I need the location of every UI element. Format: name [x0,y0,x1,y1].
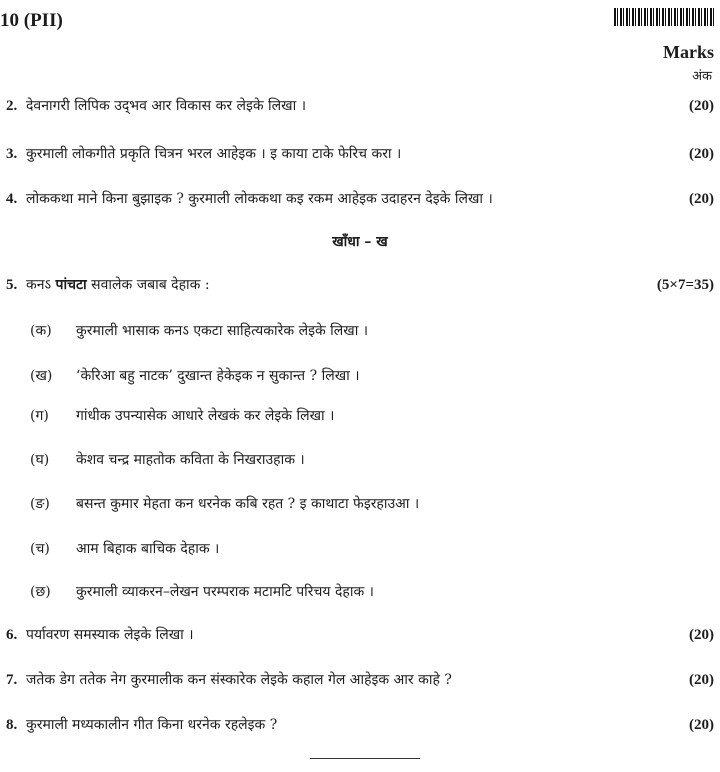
question-marks: (5×7=35) [656,277,714,293]
sub-question-text: आम बिहाक बाचिक देहाक । [76,541,220,557]
question-number: 8. [6,717,18,733]
sub-question-nga [30,494,714,513]
question-4 [6,189,714,208]
sub-question-label: (छ) [30,584,51,600]
question-7 [6,670,714,689]
sub-question-label: (च) [30,541,50,557]
sub-question-text: गांधीक उपन्यासेक आधारे लेखकं कर लेइके लिखा । [76,408,335,424]
sub-question-text: केशव चन्द्र माहतोक कविता के निखराउहाक । [76,452,305,468]
sub-question-text: बसन्त कुमार मेहता कन धरनेक कबि रहत ? इ काथाटा फेइरहाउआ । [76,496,420,512]
question-marks: (20) [689,146,714,162]
sub-question-text: कुरमाली व्याकरन–लेखन परम्पराक मटामटि परिचय देहाक । [76,584,374,600]
question-marks: (20) [689,717,714,733]
sub-question-label: (क) [30,323,52,339]
question-number: 6. [6,627,18,643]
sub-question-label: (ङ) [30,496,50,512]
sub-question-ka [30,321,714,340]
sub-question-cha [30,539,714,558]
question-3 [6,144,714,163]
marks-header-hi: अंक [692,69,712,84]
sub-question-label: (ग) [30,408,49,424]
end-rule [310,758,420,759]
sub-question-chha [30,582,714,601]
sub-question-text: कुरमाली भासाक कनऽ एकटा साहित्यकारेक लेइके लिखा । [76,323,369,339]
sub-question-kha [30,366,714,385]
question-8 [6,715,714,734]
question-marks: (20) [689,627,714,643]
question-text: जतेक डेग ततेक नेग कुरमालीक कन संस्कारेक लेइके कहाल गेल आहेइक आर काहे ? [26,672,452,688]
question-2 [6,96,714,115]
page-code: 10 (PII) [0,10,63,31]
question-text: कनऽ पांचटा सवालेक जबाब देहाक : [26,277,210,293]
section-title: खाँधा – ख [332,234,388,250]
question-text: कुरमाली लोकगीते प्रकृति चित्रन भरल आहेइक । इ काया टाके फेरिच करा । [26,146,402,162]
question-marks: (20) [689,98,714,114]
question-number: 2. [6,98,18,114]
question-number: 5. [6,277,18,293]
sub-question-gha [30,450,714,469]
marks-header-en: Marks [663,42,714,62]
question-6 [6,625,714,644]
question-number: 3. [6,146,18,162]
question-marks: (20) [689,672,714,688]
question-text: कुरमाली मध्यकालीन गीत किना धरनेक रहलेइक ? [26,717,278,733]
barcode [614,8,714,26]
sub-question-label: (घ) [30,452,50,468]
sub-question-ga [30,406,714,425]
question-marks: (20) [689,191,714,207]
sub-question-label: (ख) [30,368,53,384]
question-text: पर्यावरण समस्याक लेइके लिखा । [26,627,194,643]
question-text: लोककथा माने किना बुझाइक ? कुरमाली लोककथा कइ रकम आहेइक उदाहरन देइके लिखा । [26,191,493,207]
question-text: देवनागरी लिपिक उद्‌भव आर विकास कर लेइके लिखा । [26,98,307,114]
question-number: 4. [6,191,18,207]
question-number: 7. [6,672,18,688]
sub-question-text: ‘केरिआ बहु नाटक’ दुखान्त हेकेइक न सुकान्त ? लिखा । [76,368,360,384]
question-5 [6,275,714,294]
